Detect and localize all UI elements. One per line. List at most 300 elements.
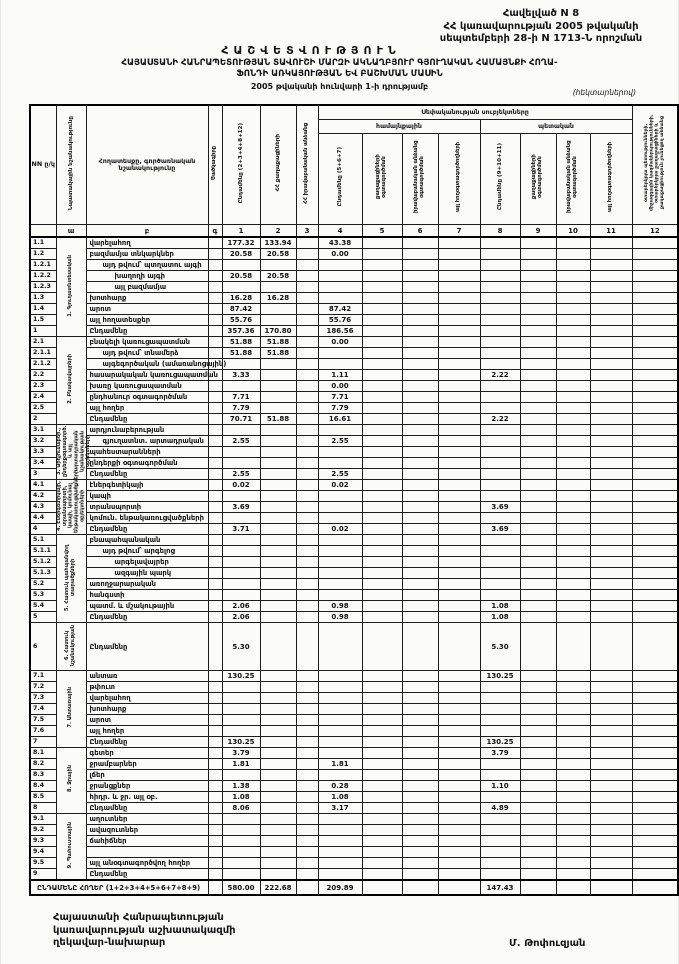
appendix-line2: ՀՀ կառավարության 2005 թվականի [443, 20, 639, 32]
value-cell [222, 704, 260, 715]
value-cell [260, 535, 296, 546]
value-cell [590, 480, 632, 491]
value-cell [222, 491, 260, 502]
value-cell [296, 260, 318, 271]
row-number: 1.2 [30, 249, 56, 260]
table-row [30, 858, 678, 869]
value-cell [520, 814, 556, 825]
value-cell [556, 557, 590, 568]
value-cell [222, 260, 260, 271]
row-number: 7.6 [30, 726, 56, 737]
value-cell [318, 491, 362, 502]
value-cell [632, 282, 678, 293]
value-cell: 3.17 [318, 803, 362, 814]
row-number: 5.4 [30, 601, 56, 612]
value-cell [260, 803, 296, 814]
value-cell [520, 715, 556, 726]
value-cell [318, 546, 362, 557]
signatory-org-line3: ղեկավար-նախարար [53, 937, 166, 948]
value-cell [632, 447, 678, 458]
code-cell [208, 491, 222, 502]
value-cell [260, 491, 296, 502]
value-cell [556, 590, 590, 601]
section-label-text: 3. Արդյունաբեր., ընդերքօգտագործ. և այլ արտադրական նշանակության օբյեկտների [55, 424, 91, 477]
value-cell [260, 623, 296, 671]
value-cell: 51.88 [260, 414, 296, 425]
value-cell [480, 392, 520, 403]
value-cell [362, 825, 402, 836]
row-number: 4.1 [30, 480, 56, 491]
code-cell [208, 759, 222, 770]
value-cell [632, 337, 678, 348]
value-cell [590, 425, 632, 436]
code-cell [208, 326, 222, 337]
value-cell [632, 671, 678, 682]
value-cell [402, 623, 438, 671]
value-cell [438, 814, 480, 825]
row-label: ճահիճներ [86, 836, 208, 847]
value-cell: 1.08 [318, 792, 362, 803]
table-row [30, 546, 678, 557]
value-cell [520, 293, 556, 304]
table-row [30, 759, 678, 770]
value-cell [632, 237, 678, 249]
row-number: 8.4 [30, 781, 56, 792]
value-cell [362, 612, 402, 623]
table-row [30, 869, 678, 881]
grand-total-label: ԸՆԴԱՄԵՆԸ ՀՈՂԵՐ (1+2+3+4+5+6+7+8+9) [30, 880, 208, 895]
value-cell: 51.88 [222, 337, 260, 348]
value-cell [402, 392, 438, 403]
value-cell [402, 403, 438, 414]
value-cell [402, 825, 438, 836]
value-cell [260, 513, 296, 524]
value-cell: 170.80 [260, 326, 296, 337]
report-table-body [30, 237, 678, 895]
value-cell [480, 458, 520, 469]
value-cell [402, 304, 438, 315]
row-label: հիդր. և ջր. այլ օբ. [86, 792, 208, 803]
value-cell [520, 237, 556, 249]
value-cell [480, 579, 520, 590]
value-cell [438, 326, 480, 337]
value-cell [438, 502, 480, 513]
value-cell [590, 535, 632, 546]
row-number: 5.1.2 [30, 557, 56, 568]
value-cell [222, 682, 260, 693]
value-cell: 2.06 [222, 601, 260, 612]
row-label: այլ անօգտագործվող հողեր [86, 858, 208, 869]
value-cell [296, 836, 318, 847]
value-cell [362, 414, 402, 425]
value-cell [480, 836, 520, 847]
col-header-community-band: համայնքային [318, 120, 480, 134]
code-cell [208, 237, 222, 249]
value-cell: 5.30 [480, 623, 520, 671]
value-cell [318, 502, 362, 513]
value-cell [402, 436, 438, 447]
value-cell [590, 458, 632, 469]
row-label: բազմամյա տնկարկներ [86, 249, 208, 260]
value-cell [590, 770, 632, 781]
value-cell [296, 458, 318, 469]
code-cell [208, 535, 222, 546]
table-row [30, 847, 678, 858]
value-cell: 2.55 [318, 469, 362, 480]
value-cell: 3.69 [480, 502, 520, 513]
value-cell [362, 682, 402, 693]
value-cell: 0.02 [318, 480, 362, 491]
value-cell [296, 693, 318, 704]
value-cell [438, 671, 480, 682]
value-cell [260, 579, 296, 590]
value-cell [318, 359, 362, 370]
value-cell [520, 601, 556, 612]
value-cell [362, 568, 402, 579]
value-cell [556, 748, 590, 759]
value-cell [318, 282, 362, 293]
code-cell [208, 381, 222, 392]
row-label: խոտհարք [86, 704, 208, 715]
value-cell [222, 568, 260, 579]
value-cell [260, 425, 296, 436]
grand-total-value [296, 880, 318, 895]
value-cell [556, 315, 590, 326]
code-cell [208, 803, 222, 814]
value-cell [556, 447, 590, 458]
value-cell [632, 715, 678, 726]
value-cell [632, 693, 678, 704]
value-cell: 51.88 [260, 348, 296, 359]
value-cell [632, 392, 678, 403]
value-cell: 0.98 [318, 612, 362, 623]
row-label: արդյունաբերության [86, 425, 208, 436]
value-cell [260, 403, 296, 414]
value-cell [296, 704, 318, 715]
signatory-name: Մ. Թոփուզյան [509, 938, 586, 949]
value-cell [590, 825, 632, 836]
value-cell [590, 370, 632, 381]
grand-total-value: 147.43 [480, 880, 520, 895]
table-row [30, 315, 678, 326]
value-cell [632, 293, 678, 304]
value-cell [260, 590, 296, 601]
value-cell [438, 601, 480, 612]
grand-total-value [590, 880, 632, 895]
section-label [56, 671, 86, 748]
value-cell [402, 535, 438, 546]
value-cell [556, 869, 590, 881]
code-cell [208, 436, 222, 447]
value-cell [480, 693, 520, 704]
value-cell [296, 803, 318, 814]
value-cell [362, 381, 402, 392]
value-cell [402, 704, 438, 715]
value-cell [402, 858, 438, 869]
col-header-state-other: այլ հողօգտագործողների [590, 134, 632, 225]
value-cell: 1.08 [222, 792, 260, 803]
col-header-state-band: պետական [480, 120, 632, 134]
value-cell: 130.25 [480, 671, 520, 682]
value-cell [402, 469, 438, 480]
value-cell [590, 403, 632, 414]
value-cell [296, 304, 318, 315]
table-row [30, 425, 678, 436]
value-cell [520, 326, 556, 337]
value-cell [480, 759, 520, 770]
value-cell: 133.94 [260, 237, 296, 249]
value-cell [438, 414, 480, 425]
row-label: վարելահող [86, 693, 208, 704]
value-cell [438, 803, 480, 814]
grand-total-value: 209.89 [318, 880, 362, 895]
row-label: անտառ [86, 671, 208, 682]
value-cell [590, 491, 632, 502]
value-cell [362, 370, 402, 381]
table-row [30, 781, 678, 792]
value-cell [296, 403, 318, 414]
row-number: 4.3 [30, 502, 56, 513]
value-cell [362, 693, 402, 704]
row-number: 3 [30, 469, 56, 480]
value-cell [480, 590, 520, 601]
value-cell [402, 381, 438, 392]
row-label: Ընդամենը [86, 737, 208, 748]
value-cell [520, 858, 556, 869]
signatory-block [53, 912, 236, 950]
value-cell [632, 348, 678, 359]
value-cell [480, 381, 520, 392]
value-cell: 3.79 [480, 748, 520, 759]
section-label [56, 237, 86, 337]
value-cell [632, 249, 678, 260]
value-cell [438, 348, 480, 359]
row-number: 1 [30, 326, 56, 337]
value-cell [520, 425, 556, 436]
value-cell [590, 502, 632, 513]
value-cell: 7.71 [222, 392, 260, 403]
report-table [29, 104, 679, 896]
code-cell [208, 568, 222, 579]
value-cell [362, 304, 402, 315]
value-cell [362, 748, 402, 759]
row-label: այլ հողատեսքեր [86, 315, 208, 326]
value-cell [296, 726, 318, 737]
value-cell [296, 359, 318, 370]
value-cell [438, 381, 480, 392]
value-cell [520, 304, 556, 315]
row-number: 8.3 [30, 770, 56, 781]
value-cell [480, 293, 520, 304]
table-row [30, 803, 678, 814]
code-cell [208, 704, 222, 715]
value-cell [590, 814, 632, 825]
value-cell [556, 425, 590, 436]
row-number: 9 [30, 869, 56, 881]
value-cell [260, 469, 296, 480]
value-cell [362, 836, 402, 847]
table-row [30, 392, 678, 403]
value-cell [438, 792, 480, 803]
value-cell [222, 836, 260, 847]
code-cell [208, 579, 222, 590]
table-row [30, 293, 678, 304]
col-header-community-other: այլ հողօգտագործողների [438, 134, 480, 225]
value-cell [296, 491, 318, 502]
value-cell [556, 524, 590, 535]
value-cell [318, 579, 362, 590]
value-cell: 3.69 [222, 502, 260, 513]
value-cell [632, 759, 678, 770]
value-cell [362, 792, 402, 803]
section-label-text: 5. Հատուկ պահպանվող տարածքների [64, 543, 76, 611]
value-cell [632, 535, 678, 546]
table-row [30, 623, 678, 671]
table-row [30, 447, 678, 458]
row-number: 1.3 [30, 293, 56, 304]
table-row [30, 249, 678, 260]
value-cell [590, 359, 632, 370]
value-cell [402, 781, 438, 792]
row-label: խառը կառուցապատման [86, 381, 208, 392]
value-cell [402, 425, 438, 436]
value-cell [520, 260, 556, 271]
value-cell [438, 480, 480, 491]
value-cell [632, 737, 678, 748]
value-cell [222, 359, 260, 370]
row-number: 9.2 [30, 825, 56, 836]
value-cell [260, 524, 296, 535]
value-cell [520, 359, 556, 370]
col-header-purpose-text: Նպատակային նշանակությունը [67, 115, 74, 211]
grand-total-row [30, 880, 678, 895]
value-cell: 5.30 [222, 623, 260, 671]
value-cell [362, 491, 402, 502]
table-row [30, 568, 678, 579]
value-cell [222, 282, 260, 293]
value-cell [260, 737, 296, 748]
value-cell [480, 271, 520, 282]
value-cell [260, 359, 296, 370]
row-number: 2.1.2 [30, 359, 56, 370]
value-cell [556, 612, 590, 623]
col-header-total [222, 105, 260, 225]
value-cell: 1.81 [222, 759, 260, 770]
value-cell [318, 825, 362, 836]
value-cell [362, 726, 402, 737]
value-cell [520, 671, 556, 682]
value-cell [556, 814, 590, 825]
value-cell [556, 671, 590, 682]
value-cell [632, 814, 678, 825]
value-cell [590, 271, 632, 282]
value-cell [590, 260, 632, 271]
value-cell [590, 568, 632, 579]
value-cell: 2.06 [222, 612, 260, 623]
table-row [30, 726, 678, 737]
row-number: 8.2 [30, 759, 56, 770]
value-cell [402, 502, 438, 513]
value-cell [556, 623, 590, 671]
value-cell [362, 770, 402, 781]
value-cell [520, 759, 556, 770]
row-label: թփուտ [86, 682, 208, 693]
value-cell [318, 260, 362, 271]
value-cell [556, 759, 590, 770]
value-cell [480, 260, 520, 271]
value-cell [590, 237, 632, 249]
value-cell [480, 546, 520, 557]
grand-total-value [438, 880, 480, 895]
value-cell [438, 869, 480, 881]
value-cell [520, 414, 556, 425]
value-cell [296, 502, 318, 513]
code-cell [208, 425, 222, 436]
value-cell [590, 671, 632, 682]
value-cell [438, 825, 480, 836]
value-cell [438, 447, 480, 458]
value-cell [438, 370, 480, 381]
value-cell [222, 847, 260, 858]
page-title: ՀԱՇՎԵՏՎՈՒԹՅՈՒՆ [221, 44, 401, 57]
value-cell [260, 693, 296, 704]
value-cell [362, 869, 402, 881]
value-cell [590, 557, 632, 568]
table-row [30, 704, 678, 715]
value-cell: 87.42 [222, 304, 260, 315]
value-cell [438, 568, 480, 579]
value-cell [222, 825, 260, 836]
value-cell [480, 337, 520, 348]
row-label: պահեստարանների [86, 447, 208, 458]
value-cell [260, 726, 296, 737]
row-label: այգեգործական (ամառանոցային) [86, 359, 208, 370]
value-cell [402, 726, 438, 737]
value-cell [402, 271, 438, 282]
value-cell [632, 271, 678, 282]
code-cell [208, 249, 222, 260]
value-cell [362, 623, 402, 671]
value-cell [296, 447, 318, 458]
value-cell [438, 770, 480, 781]
row-number: 2.1 [30, 337, 56, 348]
table-row [30, 282, 678, 293]
value-cell [438, 458, 480, 469]
grand-total-value [402, 880, 438, 895]
value-cell [260, 612, 296, 623]
section-label [56, 748, 86, 814]
col-header-state-legal: իրավաբանական անձանց օգտագործման [556, 134, 590, 225]
row-number: 9.4 [30, 847, 56, 858]
value-cell [296, 414, 318, 425]
row-label: ընդերքի օգտագործման [86, 458, 208, 469]
value-cell [402, 282, 438, 293]
value-cell: 16.28 [222, 293, 260, 304]
value-cell [260, 814, 296, 825]
value-cell [402, 770, 438, 781]
value-cell [296, 737, 318, 748]
value-cell: 7.71 [318, 392, 362, 403]
value-cell [590, 579, 632, 590]
value-cell [296, 682, 318, 693]
value-cell [632, 469, 678, 480]
value-cell [556, 249, 590, 260]
value-cell [296, 623, 318, 671]
value-cell: 51.88 [222, 348, 260, 359]
col-header-code [208, 105, 222, 225]
value-cell [632, 414, 678, 425]
value-cell [402, 447, 438, 458]
